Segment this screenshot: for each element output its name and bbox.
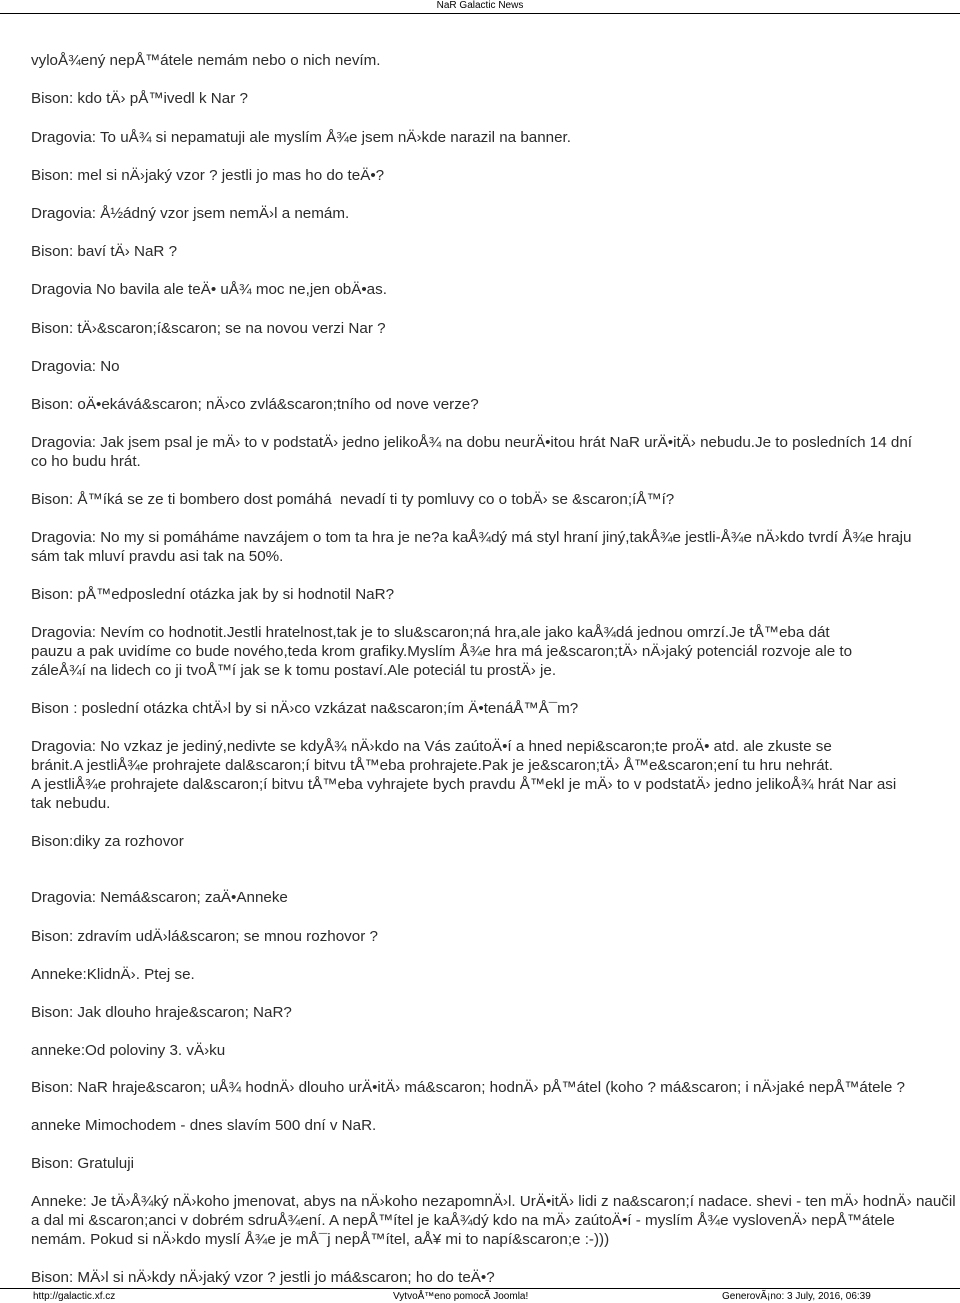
footer-credit: VytvoÅ™eno pomocÃ Joomla! [393,1291,529,1302]
article-line: Bison: baví tÄ› NaR ? [31,243,178,260]
article-line: Bison: tÄ›&scaron;í&scaron; se na novou verzi Nar ? [31,320,386,337]
article-line: Dragovia: No my si pomáháme navzájem o tom ta hra je ne?a kaÅ¾dý má styl hraní jiný,takÅ¾e jestli-Å¾e nÄ›kdo tvrdí Å¾e hraju [31,529,912,546]
article-line: Dragovia: No vzkaz je jediný,nedivte se kdyÅ¾ nÄ›kdo na Vás zaútoÄ•í a hned nepi&scaron;te proÄ• atd. ale zkuste se [31,738,832,755]
article-line: Bison: mel si nÄ›jaký vzor ? jestli jo mas ho do teÄ•? [31,167,385,184]
article-line: Bison: NaR hraje&scaron; uÅ¾ hodnÄ› dlouho urÄ•itÄ› má&scaron; hodnÄ› pÅ™átel (koho ? má&scaron; i nÄ›jaké nepÅ™átele ? [31,1079,906,1096]
article-line: anneke Mimochodem - dnes slavím 500 dní v NaR. [31,1117,377,1134]
article-line: Bison:diky za rozhovor [31,833,184,850]
article-line: Dragovia: To uÅ¾ si nepamatuji ale myslím Å¾e jsem nÄ›kde narazil na banner. [31,129,571,146]
article-line: Anneke: Je tÄ›Å¾ký nÄ›koho jmenovat, abys na nÄ›koho nezapomnÄ›l. UrÄ•itÄ› lidi z na&scaron;í nadace. shevi - ten mÄ› hodnÄ› naučil [31,1193,956,1210]
article-line: Dragovia: No [31,358,120,375]
article-line: sám tak mluví pravdu asi tak na 50%. [31,548,284,565]
article-line: vyloÅ¾ený nepÅ™átele nemám nebo o nich nevím. [31,52,381,69]
article-line: Bison: kdo tÄ› pÅ™ivedl k Nar ? [31,90,248,107]
article-line: pauzu a pak uvidíme co bude nového,teda krom grafiky.Myslím Å¾e hra má je&scaron;tÄ› nÄ›jaký potenciál rozvoje ale to [31,643,853,660]
article-line: Anneke:KlidnÄ›. Ptej se. [31,966,195,983]
page-footer [0,1288,960,1303]
article-line: Dragovia: Å½ádný vzor jsem nemÄ›l a nemám. [31,205,350,222]
article-line: záleÅ¾í na lidech co ji tvoÅ™í jak se k tomu postaví.Ale poteciál tu prostÄ› je. [31,662,557,679]
article-line: Dragovia: Nemá&scaron; zaÄ•Anneke [31,889,288,906]
article-line: A jestliÅ¾e prohrajete dal&scaron;í bitvu tÅ™eba vyhrajete bych pravdu Å™ekl je mÄ› to v podstatÄ› jedno jelikoÅ¾ hrát Nar asi [31,776,897,793]
article-line: Bison: Gratuluji [31,1155,134,1172]
footer-url-link[interactable]: http://galactic.xf.cz [33,1291,116,1302]
article-line: bránit.A jestliÅ¾e prohrajete dal&scaron;í bitvu tÅ™eba prohrajete.Pak je je&scaron;tÄ› Å™e&scaron;ení tu hru nehrát. [31,757,834,774]
footer-generated-date: GenerovÃ¡no: 3 July, 2016, 06:39 [722,1291,871,1302]
article-line: Bison: Jak dlouho hraje&scaron; NaR? [31,1004,292,1021]
article-line: Dragovia: Jak jsem psal je mÄ› to v podstatÄ› jedno jelikoÅ¾ na dobu neurÄ•itou hrát NaR urÄ•itÄ› nebudu.Je to posledních 14 dní [31,434,913,451]
article-line: tak nebudu. [31,795,111,812]
page-header [0,0,960,14]
article-body [31,51,960,1287]
article-line: a dal mi &scaron;anci v dobrém sdruÅ¾ení. A nepÅ™ítel je kaÅ¾dý kdo na mÄ› zaútoÄ•í - myslím Å¾e vyslovenÄ› nepÅ™átele [31,1212,895,1229]
page-header-title: NaR Galactic News [436,0,524,11]
article-line: Bison: MÄ›l si nÄ›kdy nÄ›jaký vzor ? jestli jo má&scaron; ho do teÄ•? [31,1269,495,1286]
article-line: Bison: zdravím udÄ›lá&scaron; se mnou rozhovor ? [31,928,378,945]
article-line: Bison: pÅ™edposlední otázka jak by si hodnotil NaR? [31,586,395,603]
article-line: nemám. Pokud si nÄ›kdo myslí Å¾e je mÅ¯j nepÅ™ítel, aÅ¥ mi to napí&scaron;e :-))) [31,1231,610,1248]
article-line: anneke:Od poloviny 3. vÄ›ku [31,1042,226,1059]
article-line: Bison: Å™íká se ze ti bombero dost pomáhá nevadí ti ty pomluvy co o tobÄ› se &scaron;íÅ™í? [31,491,675,508]
article-line: Dragovia: Nevím co hodnotit.Jestli hratelnost,tak je to slu&scaron;ná hra,ale jako kaÅ¾dá jednou omrzí.Je tÅ™eba dát [31,624,830,641]
article-line: Bison : poslední otázka chtÄ›l by si nÄ›co vzkázat na&scaron;ím Ä•tenáÅ™Å¯m? [31,700,579,717]
article-line: Dragovia No bavila ale teÄ• uÅ¾ moc ne,jen obÄ•as. [31,281,387,298]
article-line: Bison: oÄ•ekává&scaron; nÄ›co zvlá&scaron;tního od nove verze? [31,396,479,413]
article-line: co ho budu hrát. [31,453,141,470]
